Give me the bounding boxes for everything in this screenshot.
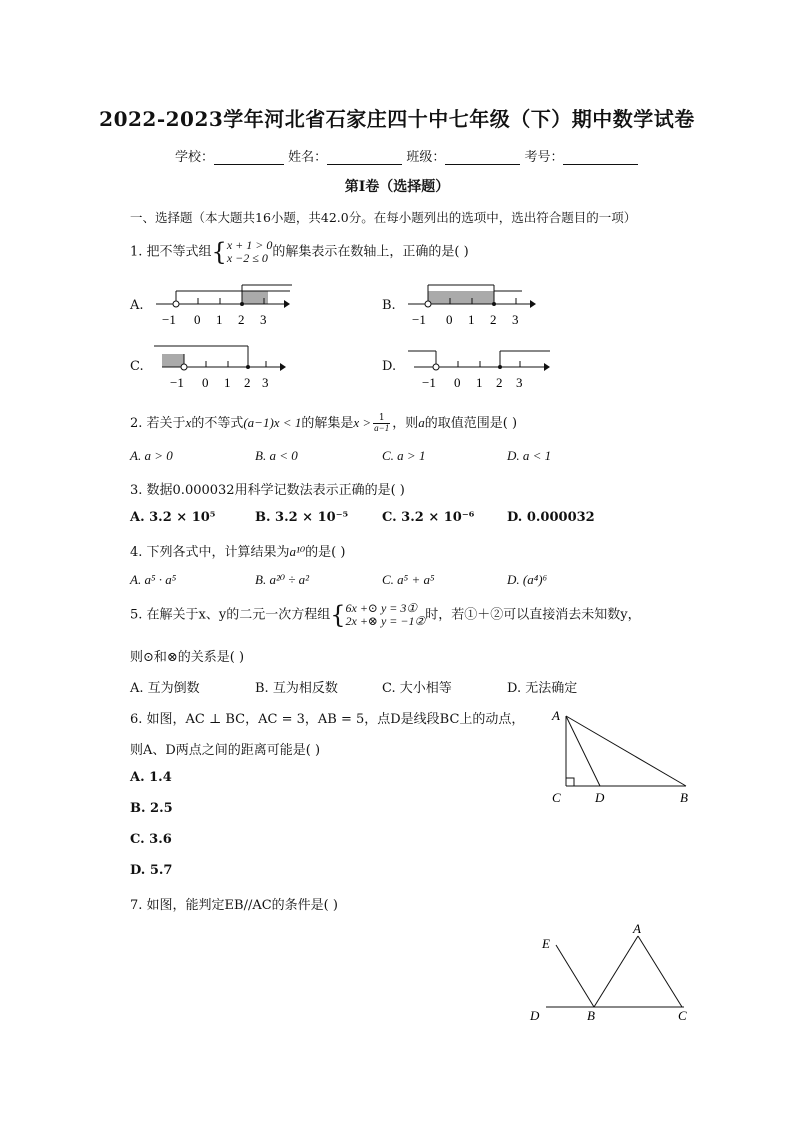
q2-var-x: x [185, 415, 192, 430]
tick-label: 0 [454, 375, 461, 390]
q4-text: 4. 下列各式中，计算结果为 [130, 545, 290, 560]
tick-label: 2 [244, 375, 251, 390]
q4-option-a[interactable]: A. a⁵ · a⁵ [130, 572, 177, 587]
class-label: 班级： [406, 150, 446, 165]
q5-option-c[interactable]: C. 大小相等 [382, 681, 452, 696]
q2-text: 的取值范围是( ) [424, 416, 518, 431]
tick-label: 3 [260, 312, 267, 327]
tick-label: −1 [170, 375, 184, 390]
q4-option-d[interactable]: D. (a⁴)⁶ [507, 572, 548, 587]
q3-option-a[interactable]: A. 3.2 × 10⁵ [130, 510, 216, 525]
brace-icon: { [211, 238, 227, 266]
vertex-label-c: C [552, 790, 561, 805]
point-label-e: E [542, 936, 550, 951]
question-6-line1: 6. 如图，AC ⊥ BC，AC = 3，AB = 5，点D是线段BC上的动点， [130, 712, 525, 727]
tick-label: 0 [446, 312, 453, 327]
tick-label: 1 [224, 375, 231, 390]
q5-text: 5. 在解关于x、y的二元一次方程组 [130, 607, 331, 623]
q2-text: 的不等式 [191, 416, 244, 431]
question-4 [130, 541, 345, 560]
question-3: 3. 数据0.000032用科学记数法表示正确的是( ) [130, 483, 405, 498]
tick-label: 3 [512, 312, 519, 327]
student-info-line [175, 146, 638, 165]
number-line-b [400, 280, 550, 330]
q6-option-d[interactable]: D. 5.7 [130, 863, 173, 878]
q2-option-a[interactable]: A. a > 0 [130, 448, 173, 463]
school-field[interactable] [214, 150, 284, 165]
question-7: 7. 如图，能判定EB//AC的条件是( ) [130, 898, 338, 913]
q5-option-b[interactable]: B. 互为相反数 [255, 681, 338, 696]
q1-system [227, 239, 273, 265]
tick-label: 0 [194, 312, 201, 327]
q5-text-2: 则⊙和⊗的关系是( ) [130, 650, 245, 665]
q1-option-d-label[interactable]: D. [382, 359, 397, 374]
q1-option-b-label[interactable]: B. [382, 298, 396, 313]
point-label-b: B [587, 1008, 595, 1023]
question-5 [130, 602, 641, 628]
tick-label: 1 [216, 312, 223, 327]
point-label-d: D [530, 1008, 540, 1023]
q5-line2: 2x +⊗ y = −1② [345, 614, 426, 628]
point-label-c: C [678, 1008, 687, 1023]
tick-label: 2 [496, 375, 503, 390]
q2-option-b[interactable]: B. a < 0 [255, 448, 298, 463]
class-field[interactable] [445, 150, 520, 165]
question-6-line2: 则A、D两点之间的距离可能是( ) [130, 743, 321, 758]
q2-text: ，则 [392, 416, 419, 431]
q5-line1: 6x +⊙ y = 3① [345, 601, 418, 615]
q3-option-c[interactable]: C. 3.2 × 10⁻⁶ [382, 510, 475, 525]
q2-inequality: (a−1)x < 1 [243, 415, 302, 430]
q4-expression: a¹⁰ [289, 544, 306, 559]
fraction-numerator: 1 [378, 412, 385, 423]
q3-option-d[interactable]: D. 0.000032 [507, 510, 595, 525]
q6-option-c[interactable]: C. 3.6 [130, 832, 172, 847]
q2-solution: x > [353, 415, 372, 430]
tick-label: 3 [516, 375, 523, 390]
q5-text: 时，若①＋②可以直接消去未知数y， [425, 607, 641, 623]
tick-label: 0 [202, 375, 209, 390]
q5-option-d[interactable]: D. 无法确定 [507, 681, 578, 696]
q6-figure-triangle [540, 704, 700, 814]
shaded-region [162, 354, 184, 367]
q2-text: 2. 若关于 [130, 416, 186, 431]
school-label: 学校： [175, 150, 215, 165]
q2-var-a: a [418, 415, 425, 430]
question-2 [130, 412, 517, 434]
q4-option-c[interactable]: C. a⁵ + a⁵ [382, 572, 435, 587]
fraction-denominator: a−1 [374, 422, 390, 433]
q7-figure [524, 920, 704, 1030]
q2-option-c[interactable]: C. a > 1 [382, 448, 426, 463]
number-line-a [148, 280, 298, 330]
tick-label: −1 [412, 312, 426, 327]
tick-label: −1 [422, 375, 436, 390]
q1-option-a-label[interactable]: A. [130, 298, 144, 313]
vertex-label-a: A [552, 708, 560, 723]
part1-instructions: 一、选择题（本大题共16小题，共42.0分。在每小题列出的选项中，选出符合题目的一项） [130, 210, 637, 225]
q1-line2: x −2 ≤ 0 [226, 251, 268, 265]
exam-no-field[interactable] [563, 150, 638, 165]
q1-prefix: 1. 把不等式组 [130, 244, 212, 260]
q3-option-b[interactable]: B. 3.2 × 10⁻⁵ [255, 510, 349, 525]
tick-label: −1 [162, 312, 176, 327]
q6-option-a[interactable]: A. 1.4 [130, 770, 172, 785]
question-1 [130, 239, 469, 265]
name-field[interactable] [327, 150, 402, 165]
q2-fraction [373, 414, 390, 434]
name-label: 姓名： [288, 150, 328, 165]
q1-suffix: 的解集表示在数轴上，正确的是( ) [272, 244, 469, 260]
tick-label: 3 [262, 375, 269, 390]
brace-icon: { [330, 601, 346, 629]
tick-label: 1 [468, 312, 475, 327]
tick-label: 1 [476, 375, 483, 390]
q1-line1: x + 1 > 0 [226, 238, 273, 252]
vertex-label-d: D [595, 790, 605, 805]
q5-system [346, 602, 426, 628]
point-label-a: A [633, 921, 641, 936]
number-line-d [400, 343, 560, 393]
exam-title: 2022-2023学年河北省石家庄四十中七年级（下）期中数学试卷 [99, 107, 695, 131]
number-line-c [148, 343, 298, 393]
q2-option-d[interactable]: D. a < 1 [507, 448, 552, 463]
q6-option-b[interactable]: B. 2.5 [130, 801, 173, 816]
q4-text: 的是( ) [305, 545, 346, 560]
q5-option-a[interactable]: A. 互为倒数 [130, 681, 200, 696]
tick-label: 2 [238, 312, 245, 327]
section-heading: 第Ⅰ卷（选择题） [344, 179, 450, 195]
tick-label: 2 [490, 312, 497, 327]
shaded-region [428, 291, 494, 304]
vertex-label-b: B [680, 790, 688, 805]
q4-option-b[interactable]: B. a²⁰ ÷ a² [255, 572, 310, 587]
exam-no-label: 考号： [524, 150, 564, 165]
q2-text: 的解集是 [301, 416, 354, 431]
q1-option-c-label[interactable]: C. [130, 359, 144, 374]
